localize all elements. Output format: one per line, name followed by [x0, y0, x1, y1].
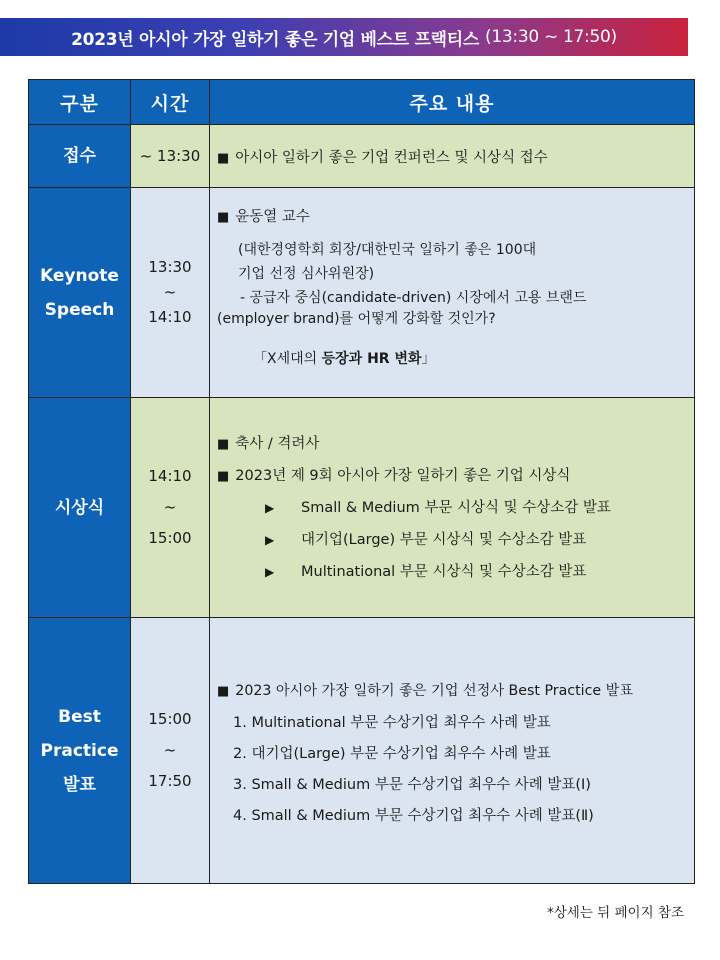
square-bullet-icon: ■	[217, 469, 230, 484]
footnote: *상세는 뒤 페이지 참조	[547, 905, 684, 921]
row-content-registration	[210, 125, 695, 188]
keynote-label-line1: Keynote	[40, 265, 119, 286]
keynote-speaker: 윤동열 교수	[235, 209, 310, 225]
best-practice-time-end: 17:50	[148, 772, 192, 790]
square-bullet-icon: ■	[217, 150, 230, 166]
header-row	[29, 80, 695, 125]
keynote-quote	[217, 348, 694, 368]
row-label-best-practice	[29, 618, 131, 884]
best-practice-label-line1: Best	[58, 706, 101, 727]
title-banner	[0, 18, 688, 56]
quote-open: 「	[253, 351, 267, 367]
table-row	[29, 398, 695, 618]
arrow-right-icon: ▶	[265, 533, 275, 547]
keynote-time-end: 14:10	[148, 308, 192, 326]
best-practice-label-line3: 발표	[63, 774, 96, 795]
keynote-time-sep: ~	[163, 283, 177, 301]
header-time: 시간	[131, 80, 210, 125]
arrow-right-icon: ▶	[265, 501, 275, 515]
title-time: (13:30 ~ 17:50)	[485, 27, 617, 47]
registration-item: 아시아 일하기 좋은 기업 컨퍼런스 및 시상식 접수	[235, 149, 548, 166]
arrow-right-icon: ▶	[265, 565, 275, 579]
row-label-registration: 접수	[29, 125, 131, 188]
keynote-topic-1: - 공급자 중심(candidate-driven) 시장에서 고용 브랜드	[240, 290, 587, 306]
best-practice-label-line2: Practice	[40, 740, 119, 761]
keynote-time-start: 13:30	[148, 258, 192, 276]
header-category: 구분	[29, 80, 131, 125]
awards-time-start: 14:10	[148, 467, 192, 485]
awards-item-2: 2023년 제 9회 아시아 가장 일하기 좋은 기업 시상식	[235, 468, 571, 484]
best-practice-sub-4: 4. Small & Medium 부문 수상기업 최우수 사례 발표(Ⅱ)	[233, 808, 594, 824]
awards-sub-3: Multinational 부문 시상식 및 수상소감 발표	[301, 564, 587, 580]
title-text: 2023년 아시아 가장 일하기 좋은 기업 베스트 프랙티스	[71, 29, 480, 50]
row-content-awards	[210, 398, 695, 618]
table-row	[29, 188, 695, 398]
schedule-table	[28, 79, 695, 884]
row-content-keynote	[210, 188, 695, 398]
keynote-topic-2: (employer brand)를 어떻게 강화할 것인가?	[217, 311, 496, 327]
row-content-best-practice	[210, 618, 695, 884]
square-bullet-icon: ■	[217, 210, 230, 225]
row-time-keynote	[131, 188, 210, 398]
best-practice-sub-3: 3. Small & Medium 부문 수상기업 최우수 사례 발표(Ⅰ)	[233, 777, 591, 793]
row-label-awards: 시상식	[29, 398, 131, 618]
keynote-label-line2: Speech	[44, 299, 115, 320]
row-time-registration: ~ 13:30	[131, 125, 210, 188]
row-time-best-practice	[131, 618, 210, 884]
best-practice-sub-1: 1. Multinational 부문 수상기업 최우수 사례 발표	[233, 715, 551, 731]
awards-time-end: 15:00	[148, 529, 192, 547]
best-practice-sub-2: 2. 대기업(Large) 부문 수상기업 최우수 사례 발표	[233, 746, 551, 762]
quote-close: 」	[421, 351, 436, 367]
awards-sub-1: Small & Medium 부문 시상식 및 수상소감 발표	[301, 500, 611, 516]
row-label-keynote	[29, 188, 131, 398]
best-practice-time-sep: ~	[163, 741, 177, 759]
quote-normal: X세대의	[267, 351, 322, 367]
best-practice-item: 2023 아시아 가장 일하기 좋은 기업 선정사 Best Practice 발표	[235, 683, 634, 699]
row-time-awards	[131, 398, 210, 618]
square-bullet-icon: ■	[217, 684, 230, 699]
square-bullet-icon: ■	[217, 437, 230, 452]
awards-item-1: 축사 / 격려사	[235, 436, 320, 452]
keynote-affiliation-2: 기업 선정 심사위원장)	[238, 266, 375, 282]
awards-sub-2: 대기업(Large) 부문 시상식 및 수상소감 발표	[301, 532, 587, 548]
best-practice-time-start: 15:00	[148, 710, 192, 728]
table-row	[29, 125, 695, 188]
awards-time-sep: ~	[163, 498, 177, 516]
table-row	[29, 618, 695, 884]
quote-bold: 등장과 HR 변화	[321, 351, 422, 367]
header-content: 주요 내용	[210, 80, 695, 125]
keynote-affiliation-1: (대한경영학회 회장/대한민국 일하기 좋은 100대	[238, 242, 537, 258]
